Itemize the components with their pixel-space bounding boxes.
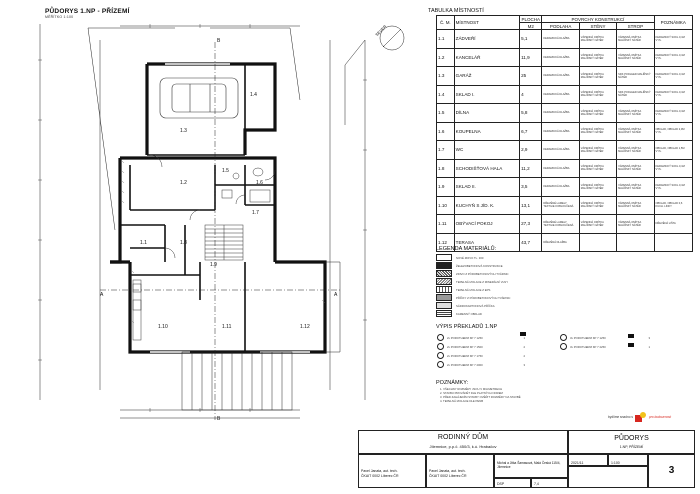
cell-floor: DŘEVĚNÉ LAMELY, TEXTILIE KOBLOUČENÁ <box>542 215 579 234</box>
room-label: 1.8 <box>180 240 187 246</box>
sheet-title-text: PŮDORYS 1.NP - PŘÍZEMÍ <box>45 8 130 15</box>
format-cell <box>531 478 568 488</box>
cell-note: KERAMICKÝ SOKL 0,1M VYS. <box>654 30 692 49</box>
lintel-count: 3 <box>523 362 525 367</box>
author1: Pavel Janata, aut. tech. <box>361 469 398 473</box>
legend-item <box>436 254 483 261</box>
cell-ceiling: VÁPENNÁ OMÍTKA MALÍŘSKÝ NÁTĚR <box>617 30 654 49</box>
cell-no: 1.7 <box>437 141 455 160</box>
table-row <box>437 196 693 215</box>
lintel-label: 2x POROTHERM KP 7 1500 <box>447 344 483 349</box>
legend-label: SÁDROKARTONOVÁ PŘÍČKA <box>456 303 495 308</box>
cell-walls: VÁPENNÁ OMÍTKA MALÍŘSKÝ NÁTĚR <box>579 30 616 49</box>
cell-floor: DŘEVĚNÁ DLAŽBA <box>542 233 579 252</box>
col-walls: STĚNY <box>579 23 616 30</box>
table-row <box>437 30 693 49</box>
room-label: 1.2 <box>180 180 187 186</box>
lintel-label: 2x POROTHERM KP 7 1750 <box>447 353 483 358</box>
investor: Michal a Jitka Šamasová, Malá Česká 115/4, Jílemnice <box>497 461 561 469</box>
cell-area: 5,8 <box>520 104 542 123</box>
cell-area: 13,1 <box>520 196 542 215</box>
table-row <box>437 122 693 141</box>
author1-id: ČKAIT 0002 Liberec ČR <box>361 474 399 478</box>
cell-area: 27,3 <box>520 215 542 234</box>
lintel-item <box>560 343 650 350</box>
cell-area: 11,9 <box>520 48 542 67</box>
section-mark: A <box>334 292 338 298</box>
note-line: 1. VŠECHNY ROZMĚRY JSOU V MILIMETRECH <box>440 387 503 391</box>
cell-name: SKLAD II. <box>454 178 519 197</box>
legend-label: ZDIVO Z PÓROBETONOVÝCH TVÁRNIC <box>456 271 509 276</box>
section-mark: B <box>217 416 221 422</box>
cell-floor: KERAMICKÁ DLAŽBA <box>542 48 579 67</box>
blank-cell <box>568 466 648 488</box>
cell-floor: KERAMICKÁ DLAŽBA <box>542 67 579 86</box>
legend-item <box>436 286 490 293</box>
cell-no: 1.1 <box>437 30 455 49</box>
lintel-label: 3x POROTHERM KP 7 1250 <box>570 335 606 340</box>
room-label: 1.12 <box>300 324 310 330</box>
cell-name: WC <box>454 141 519 160</box>
cell-area: 5,1 <box>520 30 542 49</box>
cell-ceiling: SDK PODHLED MALÍŘSKÝ NÁTĚR <box>617 67 654 86</box>
legend-title: LEGENDA MATERIÁLŮ: <box>436 246 497 252</box>
cell-no: 1.11 <box>437 215 455 234</box>
cell-no: 1.10 <box>437 196 455 215</box>
cell-note: KERAMICKÝ SOKL 0,1M VYS. <box>654 85 692 104</box>
cell-no: 1.12 <box>437 233 455 252</box>
cell-walls: VÁPENNÁ OMÍTKA MALÍŘSKÝ NÁTĚR <box>579 215 616 234</box>
date-cell <box>568 454 608 466</box>
cell-walls <box>579 233 616 252</box>
cell-note <box>654 233 692 252</box>
lintel-count: 1 <box>648 344 650 349</box>
table-row <box>437 67 693 86</box>
lintel-symbol <box>628 343 634 347</box>
format: 7,4 <box>534 482 539 486</box>
lintel-count: 3 <box>648 335 650 340</box>
lintel-count: 2 <box>523 353 525 358</box>
section-mark: B <box>217 38 221 44</box>
lintel-count: 1 <box>523 335 525 340</box>
cell-ceiling: VÁPENNÁ OMÍTKA MALÍŘSKÝ NÁTĚR <box>617 104 654 123</box>
col-area-unit: M2 <box>520 23 542 30</box>
cell-note: OBKLAD, OBKLAD 0,6 KUCH. LINKY <box>654 196 692 215</box>
room-table-title: TABULKA MÍSTNOSTÍ <box>428 8 484 14</box>
cell-area: 11,2 <box>520 159 542 178</box>
sheet-number: 3 <box>668 465 675 476</box>
legend-label: TEPELNÁ IZOLACE Z MINERÁLNÍ VLNY <box>456 279 509 284</box>
room-label: 1.4 <box>250 92 257 98</box>
cell-ceiling: VÁPENNÁ OMÍTKA MALÍŘSKÝ NÁTĚR <box>617 141 654 160</box>
legend-item <box>436 294 510 301</box>
cell-ceiling <box>617 233 654 252</box>
room-table-body <box>437 30 693 252</box>
author2-id: ČKAIT 0002 Liberec ČR <box>429 474 467 478</box>
cell-note: KERAMICKÝ SOKL 0,1M VYS. <box>654 67 692 86</box>
cell-walls: VÁPENNÁ OMÍTKA MALÍŘSKÝ NÁTĚR <box>579 141 616 160</box>
notes-title: POZNÁMKY: <box>436 380 469 386</box>
cell-floor: KERAMICKÁ DLAŽBA <box>542 85 579 104</box>
cell-no: 1.4 <box>437 85 455 104</box>
scale-note: MĚŘÍTKO 1:100 <box>45 15 74 19</box>
col-ceiling: STROP <box>617 23 654 30</box>
project-cell <box>358 430 568 454</box>
lintel-label: 2x POROTHERM KP 7 1250 <box>447 335 483 340</box>
author2: Pavel Janata, aut. tech. <box>429 469 466 473</box>
cell-no: 1.8 <box>437 159 455 178</box>
drawing-cell <box>568 430 695 454</box>
cell-area: 25 <box>520 67 542 86</box>
drawing-sub: 1.NP, PŘÍZEMÍ <box>619 445 644 449</box>
legend-label: PŘÍČKY Z PÓROBETONOVÝCH TVÁRNIC <box>456 295 511 300</box>
cell-name: OBÝVACÍ POKOJ <box>454 215 519 234</box>
project-address: Jílemnice, p.p.č. 450/3, k.ú. Hrabačov <box>429 444 497 449</box>
table-row <box>437 104 693 123</box>
cell-floor: KERAMICKÁ DLAŽBA <box>542 30 579 49</box>
scale: 1:100 <box>611 461 620 465</box>
legend-item <box>436 278 508 285</box>
room-label: 1.5 <box>222 168 229 174</box>
cell-name: SKLAD I. <box>454 85 519 104</box>
cell-floor: KERAMICKÁ DLAŽBA <box>542 122 579 141</box>
cell-no: 1.3 <box>437 67 455 86</box>
legend-swatch <box>436 286 452 293</box>
legend-swatch <box>436 302 452 309</box>
cell-walls: VÁPENNÁ OMÍTKA MALÍŘSKÝ NÁTĚR <box>579 85 616 104</box>
lintel-label: 3x POROTHERM KP 7 2250 <box>570 344 606 349</box>
lintel-item <box>437 352 525 359</box>
cell-note: KERAMICKÝ SOKL 0,1M VYS. <box>654 178 692 197</box>
lintel-item <box>437 361 525 368</box>
cell-no: 1.5 <box>437 104 455 123</box>
cell-ceiling: SDK PODHLED MALÍŘSKÝ NÁTĚR <box>617 85 654 104</box>
cell-ceiling: VÁPENNÁ OMÍTKA MALÍŘSKÝ NÁTĚR <box>617 48 654 67</box>
cell-walls: VÁPENNÁ OMÍTKA MALÍŘSKÝ NÁTĚR <box>579 122 616 141</box>
cell-name: KANCELÁŘ <box>454 48 519 67</box>
cell-floor: KERAMICKÁ DLAŽBA <box>542 159 579 178</box>
room-label: 1.9 <box>210 262 217 268</box>
cell-walls: VÁPENNÁ OMÍTKA MALÍŘSKÝ NÁTĚR <box>579 178 616 197</box>
north-label: SEVER <box>374 23 388 38</box>
cell-note: KERAMICKÝ SOKL 0,1M VYS. <box>654 48 692 67</box>
legend-swatch <box>436 278 452 285</box>
cell-name: DÍLNA <box>454 104 519 123</box>
cell-walls: VÁPENNÁ OMÍTKA MALÍŘSKÝ NÁTĚR <box>579 67 616 86</box>
cell-area: 2,9 <box>520 141 542 160</box>
cell-name: KUCHYŇ S JÍD. K. <box>454 196 519 215</box>
legend-item <box>436 270 509 277</box>
cell-walls: VÁPENNÁ OMÍTKA MALÍŘSKÝ NÁTĚR <box>579 48 616 67</box>
cell-name: TERASA <box>454 233 519 252</box>
col-note: POZNÁMKA <box>654 16 692 30</box>
scale-cell <box>608 454 648 466</box>
lintel-count: 2 <box>523 344 525 349</box>
lintel-list-title: VÝPIS PŘEKLADŮ 1.NP <box>436 324 498 330</box>
cell-note: KERAMICKÝ SOKL 0,1M VYS. <box>654 159 692 178</box>
project-name: RODINNÝ DŮM <box>437 434 489 441</box>
cell-walls: VÁPENNÁ OMÍTKA MALÍŘSKÝ NÁTĚR <box>579 196 616 215</box>
note-line: 4. TEPELNÁ IZOLACE DLE PENB <box>440 399 484 403</box>
cell-walls: VÁPENNÁ OMÍTKA MALÍŘSKÝ NÁTĚR <box>579 104 616 123</box>
lintel-label: 2x POROTHERM KP 7 2000 <box>447 362 483 367</box>
legend-label: KAMENNÝ OBKLAD <box>456 311 482 316</box>
cell-name: ZÁDVEŘÍ <box>454 30 519 49</box>
title-block <box>358 430 695 488</box>
cell-name: GARÁŽ <box>454 67 519 86</box>
room-table <box>436 15 693 252</box>
stage: DSP <box>497 482 505 486</box>
lintel-item <box>560 334 650 341</box>
legend-item <box>436 310 482 317</box>
lintel-symbol <box>628 334 634 338</box>
cell-ceiling: VÁPENNÁ OMÍTKA MALÍŘSKÝ NÁTĚR <box>617 159 654 178</box>
cell-name: SCHODIŠŤOVÁ HALA <box>454 159 519 178</box>
brand <box>608 412 671 422</box>
cell-note: OBKLAD, OBKLAD 2,0M VYS. <box>654 122 692 141</box>
table-row <box>437 141 693 160</box>
cell-walls: VÁPENNÁ OMÍTKA MALÍŘSKÝ NÁTĚR <box>579 159 616 178</box>
lintel-symbol <box>520 332 526 336</box>
lintel-item <box>437 343 525 350</box>
sheet-number-cell <box>648 454 695 488</box>
investor-cell <box>494 454 568 478</box>
brand-logo <box>635 412 647 422</box>
author2-cell <box>426 454 494 488</box>
cell-floor: KERAMICKÁ DLAŽBA <box>542 141 579 160</box>
section-mark: A <box>100 292 104 298</box>
room-label: 1.3 <box>180 128 187 134</box>
legend-item <box>436 262 503 269</box>
legend-swatch <box>436 294 452 301</box>
col-area: PLOCHA <box>521 16 540 22</box>
room-label: 1.1 <box>140 240 147 246</box>
cell-note: DŘEVĚNÁ LIŠTA <box>654 215 692 234</box>
stage-cell <box>494 478 531 488</box>
brand-text-2: pro budoucnost <box>648 415 671 419</box>
note-line: 2. STAVBU PROVÁDĚT DLE PLATNÝCH NOREM <box>440 391 503 395</box>
author1-cell <box>358 454 426 488</box>
col-finishes: POVRCHY KONSTRUKCÍ <box>542 16 654 23</box>
cell-floor: DŘEVĚNÉ LAMELY, TEXTILIE KOBLOUČENÁ <box>542 196 579 215</box>
cell-area: 43,7 <box>520 233 542 252</box>
legend-swatch <box>436 254 452 261</box>
cell-ceiling: VÁPENNÁ OMÍTKA MALÍŘSKÝ NÁTĚR <box>617 215 654 234</box>
note-line: 3. PŘED ZAHÁJENÍM STAVBY OVĚŘIT ROZMĚRY NA STAVBĚ <box>440 395 521 399</box>
cell-note: KERAMICKÝ SOKL 0,1M VYS. <box>654 104 692 123</box>
col-floor: PODLAHA <box>542 23 579 30</box>
col-name: MÍSTNOST <box>454 16 519 30</box>
legend-label: NOVÉ ZDIVO TL. 300 <box>456 255 484 260</box>
legend-swatch <box>436 270 452 277</box>
table-row <box>437 178 693 197</box>
room-label: 1.6 <box>256 180 263 186</box>
cell-area: 6,7 <box>520 122 542 141</box>
lintel-item <box>437 334 525 341</box>
legend-item <box>436 302 495 309</box>
cell-ceiling: VÁPENNÁ OMÍTKA MALÍŘSKÝ NÁTĚR <box>617 178 654 197</box>
col-no: Č. M. <box>437 16 455 30</box>
legend-swatch <box>436 262 452 269</box>
drawing-name: PŮDORYS <box>614 435 649 442</box>
room-label: 1.10 <box>158 324 168 330</box>
room-label: 1.11 <box>222 324 232 330</box>
cell-area: 3,5 <box>520 178 542 197</box>
cell-ceiling: VÁPENNÁ OMÍTKA MALÍŘSKÝ NÁTĚR <box>617 122 654 141</box>
legend-label: TEPELNÁ IZOLACE Z EPS <box>456 287 491 292</box>
date: 2021/11 <box>571 461 584 465</box>
cell-no: 1.9 <box>437 178 455 197</box>
room-label: 1.7 <box>252 210 259 216</box>
cell-no: 1.6 <box>437 122 455 141</box>
cell-floor: KERAMICKÁ DLAŽBA <box>542 104 579 123</box>
cell-note: OBKLAD, OBKLAD 1,5M VYS. <box>654 141 692 160</box>
legend-swatch <box>436 310 452 317</box>
cell-name: KOUPELNA <box>454 122 519 141</box>
table-row <box>437 48 693 67</box>
brand-text: bydlíme snadno s <box>608 415 633 419</box>
table-row <box>437 85 693 104</box>
cell-ceiling: VÁPENNÁ OMÍTKA MALÍŘSKÝ NÁTĚR <box>617 196 654 215</box>
table-row <box>437 215 693 234</box>
legend-label: ŽELEZOBETONOVÁ KONSTRUKCE <box>456 263 503 268</box>
cell-area: 4 <box>520 85 542 104</box>
cell-floor: KERAMICKÁ DLAŽBA <box>542 178 579 197</box>
table-row <box>437 159 693 178</box>
cell-no: 1.2 <box>437 48 455 67</box>
